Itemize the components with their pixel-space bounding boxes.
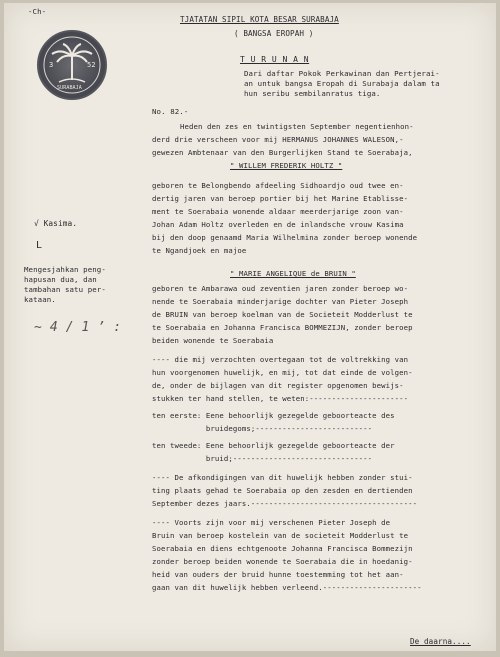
- body-line: Heden den zes en twintigsten September negentienhon-: [180, 122, 414, 131]
- header-subtitle: ( BANGSA EROPAH ): [234, 29, 314, 38]
- body-line: gaan van dit huwelijk hebben verleend.----------------------: [152, 583, 422, 592]
- body-line: de BRUIN van beroep koelman van de Societeit Modderlust te: [152, 310, 413, 319]
- margin-signature: ~ 4 / 1 ’ :: [34, 320, 122, 335]
- body-line: Bruin van beroep kostelein van de societeit Modderlust te: [152, 531, 409, 540]
- margin-mark-kasima: √ Kasima.: [34, 219, 78, 228]
- body-line: ment te Soerabaia wonende aldaar meerderjarige zoon van-: [152, 207, 404, 216]
- header-title: TJATATAN SIPIL KOTA BESAR SURABAJA: [180, 15, 339, 24]
- body-line: nende te Soerabaia minderjarige dochter van Pieter Joseph: [152, 297, 409, 306]
- body-line: gewezen Ambtenaar van den Burgerlijken Stand te Soerabaja,: [152, 148, 413, 157]
- body-line: dertig jaren van beroep portier bij het Marine Etablisse-: [152, 194, 409, 203]
- body-line: Johan Adam Holtz overleden en de inlandsche vrouw Kasima: [152, 220, 404, 229]
- body-line: heid van ouders der bruid hunne toestemming tot het aan-: [152, 570, 404, 579]
- body-line: beiden wonende te Soerabaia: [152, 336, 274, 345]
- groom-name: " WILLEM FREDERIK HOLTZ ": [230, 161, 343, 170]
- body-line: bij den doop genaamd Maria Wilhelmina zonder beroep wonende: [152, 233, 418, 242]
- body-line: zonder beroep beiden wonende te Soerabaia die in hoedanig-: [152, 557, 413, 566]
- body-line: ---- De afkondigingen van dit huwelijk hebben zonder stui-: [152, 473, 413, 482]
- seal-right-number: 52: [87, 61, 96, 69]
- body-line: ting plaats gehad te Soerabaia op den zesden en dertienden: [152, 486, 413, 495]
- header-intro-line-1: Dari daftar Pokok Perkawinan dan Pertjerai-: [244, 69, 440, 78]
- body-line: geboren te Belongbendo afdeeling Sidhoardjo oud twee en-: [152, 181, 404, 190]
- body-line: bruidegoms;--------------------------: [152, 424, 373, 433]
- body-line: derd drie verscheen voor mij HERMANUS JOHANNES WALESON,-: [152, 135, 404, 144]
- seal-left-number: 3: [49, 61, 54, 69]
- body-line: Soerabaia en diens echtgenoote Johanna Francisca Bommezijn: [152, 544, 413, 553]
- body-line: ---- Voorts zijn voor mij verschenen Pieter Joseph de: [152, 518, 391, 527]
- margin-note: Mengesjahkan peng- hapusan dua, dan tambahan satu per- kataan.: [24, 265, 106, 304]
- body-line: stukken ter hand stellen, te weten:----------------------: [152, 394, 409, 403]
- body-line: de, onder de bijlagen van dit register opgenomen bewijs-: [152, 381, 404, 390]
- body-line: te Ngandjoek en majoe: [152, 246, 247, 255]
- bride-name: " MARIE ANGELIQUE de BRUIN ": [230, 269, 356, 278]
- body-line: ten tweede: Eene behoorlijk gezegelde geboorteacte der: [152, 441, 395, 450]
- official-seal: [37, 30, 107, 100]
- header-intro-line-3: hun seribu sembilanratus tiga.: [244, 89, 381, 98]
- body-line: ten eerste: Eene behoorlijk gezegelde geboorteacte des: [152, 411, 395, 420]
- footer-continuation: De daarna....: [410, 637, 471, 646]
- document-number: No. 82.-: [152, 107, 189, 116]
- document-type-title: T U R U N A N: [240, 55, 310, 64]
- page-corner-mark: -Ch-: [28, 7, 47, 16]
- margin-mark-l: L: [36, 240, 43, 251]
- body-line: bruid;-------------------------------: [152, 454, 373, 463]
- body-line: geboren te Ambarawa oud zeventien jaren zonder beroep wo-: [152, 284, 409, 293]
- body-line: te Soerabaia en Johanna Francisca BOMMEZIJN, zonder beroep: [152, 323, 413, 332]
- document-page: [4, 3, 496, 651]
- body-line: hun voorgenomen huwelijk, en mij, tot dat einde de volgen-: [152, 368, 413, 377]
- body-line: September dezes jaars.-------------------------------------: [152, 499, 418, 508]
- body-line: ---- die mij verzochten overtegaan tot de voltrekking van: [152, 355, 409, 364]
- header-intro-line-2: an untuk bangsa Eropah di Surabaja dalam ta: [244, 79, 440, 88]
- seal-text: SURABAJA: [57, 85, 82, 91]
